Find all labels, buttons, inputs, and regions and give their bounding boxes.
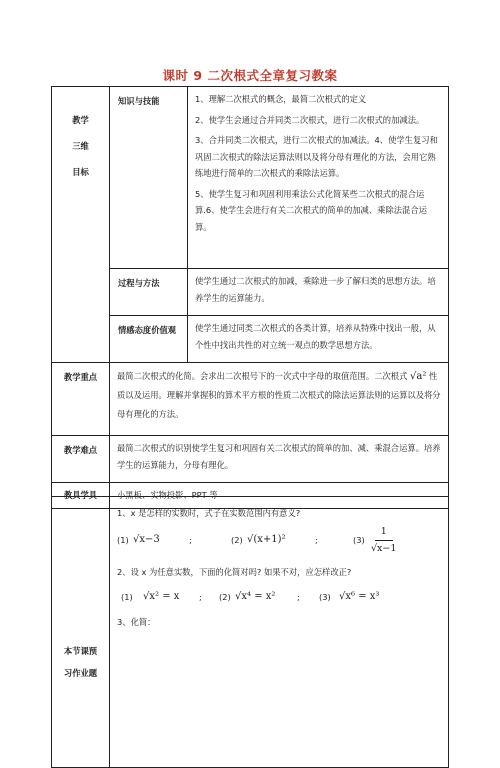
attitude-row	[52, 316, 449, 363]
separator: ;	[199, 591, 202, 602]
knowledge-label: 知识与技能	[110, 87, 188, 269]
knowledge-item: 1、理解二次根式的概念，最简二次根式的定义	[195, 94, 367, 104]
knowledge-item: 2、使学生会通过合并同类二次根式，进行二次根式的加减法。	[195, 114, 425, 125]
question-2-items	[117, 580, 441, 614]
attitude-label: 情感态度价值观	[110, 316, 188, 363]
key-points-label: 教学重点	[52, 363, 110, 436]
separator: ;	[297, 591, 300, 602]
homework-label-line: 本节课预	[63, 646, 98, 656]
process-label: 过程与方法	[110, 269, 188, 316]
objectives-label	[52, 87, 110, 363]
homework-content	[110, 497, 449, 768]
fraction-numerator: 1	[375, 524, 393, 542]
homework-label	[52, 497, 110, 768]
attitude-content: 使学生通过同类二次根式的各类计算，培养从特殊中找出一般，从个性中找出共性的对立统一观点的数学思想方法。	[188, 316, 449, 363]
sqrt-expression: √x−3	[133, 534, 160, 546]
question-2: 2、设 x 为任意实数，下面的化简对吗? 如果不对，应怎样改正?	[117, 566, 352, 577]
objectives-label-line: 三维	[72, 141, 89, 151]
sqrt-expression: √(x+1)²	[247, 534, 286, 546]
knowledge-item: 5、使学生复习和巩固利用乘法公式化简某些二次根式的混合运算.6、使学生会进行有关二次根式的简单的加减、乘除法混合运算。	[195, 188, 427, 232]
homework-row	[52, 497, 449, 768]
objectives-label-line: 目标	[72, 167, 89, 177]
item-number: (2)	[231, 535, 243, 546]
question-1: 1、x 是怎样的实数时，式子在实数范围内有意义?	[117, 508, 301, 518]
sqrt-expression: √x⁴ = x²	[235, 590, 276, 602]
sqrt-expression: √x⁶ = x³	[339, 590, 380, 602]
lesson-plan-table	[51, 86, 449, 509]
difficulties-label: 教学难点	[52, 436, 110, 483]
item-number: (2)	[219, 591, 231, 602]
homework-table	[51, 496, 449, 768]
key-points-row	[52, 363, 449, 436]
item-number: (3)	[353, 535, 365, 546]
knowledge-item: 3、合并同类二次根式，进行二次根式的加减法。4、使学生复习和巩固二次根式的除法运算法则以及将分母有理化的方法，会用它熟练地进行简单的二次根式的乘除法运算。	[195, 135, 438, 178]
question-3: 3、化简：	[117, 617, 156, 627]
fraction-denominator: √x−1	[371, 543, 397, 554]
key-points-content	[110, 363, 449, 436]
tools-label: 教具学具	[52, 483, 110, 509]
knowledge-content	[188, 87, 449, 269]
process-row	[52, 269, 449, 316]
question-1-items	[117, 522, 441, 560]
separator: ;	[189, 535, 192, 546]
homework-label-line: 习作业题	[63, 668, 98, 678]
key-points-text: 性质以及运用。理解并掌握积的算术平方根的性质二次根式的除法运算法则的运算以及将分母有理化的方法。	[117, 371, 441, 419]
item-number: (3)	[319, 591, 331, 602]
item-number: (1)	[121, 591, 133, 602]
sqrt-a-squared-formula: √a²	[410, 371, 427, 382]
tools-content: 小黑板、实物投影、PPT 等	[110, 483, 449, 509]
page-title: 课时 9 二次根式全章复习教案	[162, 68, 338, 83]
item-number: (1)	[117, 535, 129, 546]
difficulties-content: 最简二次根式的识别使学生复习和巩固有关二次根式的简单的加、减、乘混合运算。培养学生的运算能力，分母有理化。	[110, 436, 449, 483]
fraction-expression	[371, 524, 396, 558]
sqrt-expression: √x² = x	[143, 590, 180, 602]
difficulties-row	[52, 436, 449, 483]
separator: ;	[315, 535, 318, 546]
knowledge-row	[52, 87, 449, 269]
process-content: 使学生通过二次根式的加减，乘除进一步了解归类的思想方法。培养学生的运算能力。	[188, 269, 449, 316]
objectives-label-line: 教学	[72, 115, 89, 125]
key-points-text: 最简二次根式的化简。会求出二次根号下的一次式中字母的取值范围。二次根式	[117, 371, 408, 381]
